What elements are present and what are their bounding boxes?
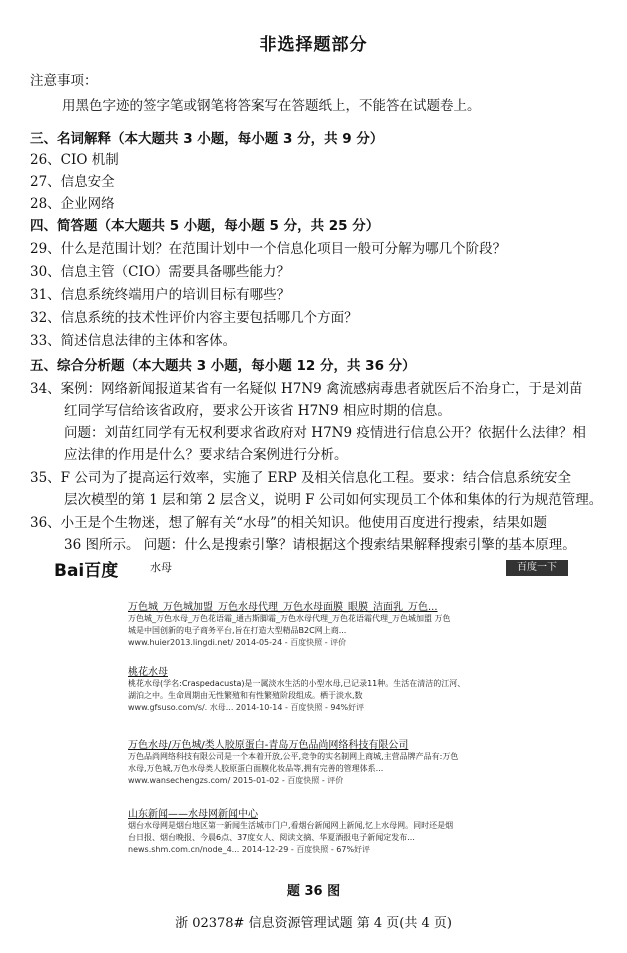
search-result [128, 663, 488, 714]
question-36-line1: 36、小王是个生物迷，想了解有关“水母”的相关知识。他使用百度进行搜索，结果如题 [30, 515, 547, 531]
search-result [128, 805, 488, 856]
baidu-logo: Bai百度 [54, 561, 119, 581]
result-snippet: 万色品尚网络科技有限公司是一个本着开放,公平,竞争的实名制网上商城,主营品牌产品有:万色 [128, 752, 459, 761]
result-snippet: 城是中国创新的电子商务平台,旨在打造大型精品B2C网上商... [128, 626, 347, 635]
search-button: 百度一下 [506, 560, 568, 576]
question-33: 33、简述信息法律的主体和客体。 [30, 333, 237, 349]
result-snippet: 桃花水母(学名:Craspedacusta)是一属淡水生活的小型水母,已记录11种。生活在清洁的江河、 [128, 679, 466, 688]
result-url: www.wansechengzs.com/ 2015-01-02 - 百度快照 - 评价 [128, 776, 344, 785]
result-title: 万色城_万色城加盟_万色水母代理_万色水母面膜_眼膜_洁面乳_万色... [128, 602, 438, 613]
result-snippet: 台日报、烟台晚报、今晨6点、37度女人、阅读文摘、华夏酒报电子新闻定发布... [128, 833, 415, 842]
page-footer: 浙 02378# 信息资源管理试题 第 4 页(共 4 页) [175, 916, 452, 931]
result-url: www.huier2013.lingdi.net/ 2014-05-24 - 百度快照 - 评价 [128, 638, 347, 647]
result-snippet: 烟台水母网是烟台地区第一新闻生活城市门户,看烟台新闻网上新闻,忆上水母网。同时还是烟 [128, 821, 454, 830]
search-result [128, 598, 488, 649]
result-title: 万色水母/万色城/类人胶原蛋白-青岛万色品尚网络科技有限公司 [128, 740, 409, 751]
result-url: www.gfsuso.com/s/. 水母... 2014-10-14 - 百度快照 - 94%好评 [128, 703, 365, 712]
question-34-line1: 34、案例：网络新闻报道某省有一名疑似 H7N9 禽流感病毒患者就医后不治身亡，于是刘苗 [30, 381, 583, 397]
question-27: 27、信息安全 [30, 174, 115, 190]
result-url: news.shm.com.cn/node_4... 2014-12-29 - 百度快照 - 67%好评 [128, 845, 371, 854]
question-34-line2: 红同学写信给该省政府，要求公开该省 H7N9 相应时期的信息。 [64, 403, 451, 419]
section-heading-terms: 三、名词解释（本大题共 3 小题，每小题 3 分，共 9 分） [30, 131, 384, 147]
question-34-line4: 应法律的作用是什么？要求结合案例进行分析。 [64, 447, 348, 463]
search-query: 水母 [150, 561, 172, 574]
question-31: 31、信息系统终端用户的培训目标有哪些？ [30, 287, 291, 303]
question-35-line1: 35、F 公司为了提高运行效率，实施了 ERP 及相关信息化工程。要求：结合信息系统安全 [30, 470, 572, 486]
result-snippet: 万色城_万色水母_万色花语霜_通古斯脚霜_万色水母代理_万色花语霜代理_万色城加盟 万色 [128, 614, 451, 623]
question-30: 30、信息主管（CIO）需要具备哪些能力？ [30, 264, 290, 280]
section-heading-analysis: 五、综合分析题（本大题共 3 小题，每小题 12 分，共 36 分） [30, 358, 416, 374]
page-title: 非选择题部分 [259, 35, 368, 55]
question-26: 26、CIO 机制 [30, 152, 119, 168]
section-heading-short: 四、简答题（本大题共 5 小题，每小题 5 分，共 25 分） [30, 218, 380, 234]
question-35-line2: 层次模型的第 1 层和第 2 层含义，说明 F 公司如何实现员工个体和集体的行为规范管理。 [64, 492, 603, 508]
question-34-line3: 问题：刘苗红同学有无权利要求省政府对 H7N9 疫情进行信息公开？依据什么法律？相 [64, 425, 586, 441]
question-29: 29、什么是范围计划？在范围计划中一个信息化项目一般可分解为哪几个阶段？ [30, 241, 507, 257]
figure-caption: 题 36 图 [286, 884, 341, 899]
result-title: 山东新闻——水母网新闻中心 [128, 809, 258, 820]
notice-text: 用黑色字迹的签字笔或钢笔将答案写在答题纸上，不能答在试题卷上。 [62, 98, 481, 114]
question-36-line2: 36 图所示。 问题：什么是搜索引擎？请根据这个搜索结果解释搜索引擎的基本原理。 [64, 537, 576, 553]
notice-heading: 注意事项： [30, 73, 98, 89]
result-snippet: 湖泊之中。生命周期由无性繁殖和有性繁殖阶段组成。栖于淡水,数 [128, 691, 363, 700]
question-32: 32、信息系统的技术性评价内容主要包括哪几个方面？ [30, 310, 358, 326]
result-title: 桃花水母 [128, 667, 168, 678]
result-snippet: 水母,万色城,万色水母类人胶原蛋白面膜化妆品等,拥有完善的管理体系... [128, 764, 384, 773]
question-28: 28、企业网络 [30, 196, 115, 212]
search-result [128, 736, 488, 787]
